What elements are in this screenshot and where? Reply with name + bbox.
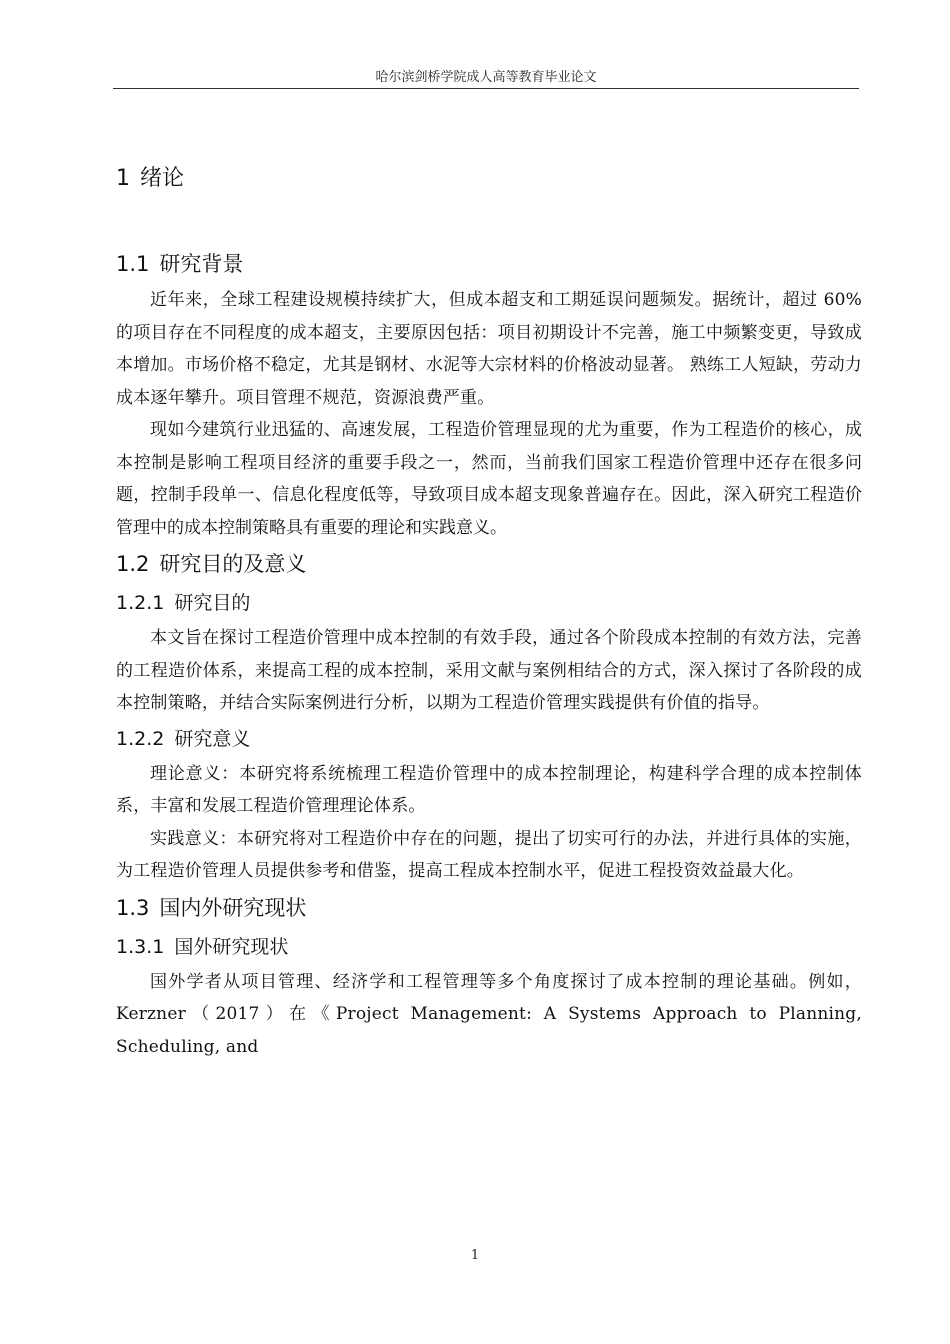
section-title: 研究背景 — [159, 252, 244, 276]
subsection-title: 研究意义 — [174, 727, 251, 750]
section-title: 研究目的及意义 — [159, 552, 307, 576]
subsection-title: 研究目的 — [174, 592, 251, 614]
section-heading-1-1 — [116, 244, 862, 284]
paragraph: 实践意义：本研究将对工程造价中存在的问题，提出了切实可行的办法，并进行具体的实施，为工程造价管理人员提供参考和借鉴，提高工程成本控制水平，促进工程投资效益最大化。 — [116, 828, 862, 881]
section-number: 1.1 — [116, 252, 150, 276]
subsection-heading-1-2-2 — [116, 720, 862, 758]
subsection-title: 国外研究现状 — [174, 935, 289, 958]
chapter-heading — [116, 160, 862, 198]
paragraph: 国外学者从项目管理、经济学和工程管理等多个角度探讨了成本控制的理论基础。例如，Kerzner（2017）在《Project Management: A Systems Approach to Planning, Scheduling, and — [116, 971, 862, 1057]
section-number: 1.3 — [116, 895, 150, 920]
chapter-number: 1 — [116, 166, 130, 191]
section-heading-1-3 — [116, 888, 862, 928]
header-divider — [113, 88, 859, 89]
paragraph: 理论意义：本研究将系统梳理工程造价管理中的成本控制理论，构建科学合理的成本控制体系，丰富和发展工程造价管理理论体系。 — [116, 763, 862, 816]
page-number: 1 — [470, 1248, 480, 1263]
paragraph: 现如今建筑行业迅猛的、高速发展，工程造价管理显现的尤为重要，作为工程造价的核心，成本控制是影响工程项目经济的重要手段之一，然而，当前我们国家工程造价管理中还存在很多问题，控制手段单一、信息化程度低等，导致项目成本超支现象普遍存在。因此，深入研究工程造价管理中的成本控制策略具有重要的理论和实践意义。 — [116, 420, 862, 538]
section-heading-1-2 — [116, 544, 862, 584]
subsection-heading-1-2-1 — [116, 584, 862, 622]
subsection-number: 1.3.1 — [116, 935, 165, 958]
subsection-number: 1.2.1 — [116, 592, 165, 614]
page-body — [116, 160, 862, 1063]
running-header: 哈尔滨剑桥学院成人高等教育毕业论文 — [375, 70, 597, 85]
section-number: 1.2 — [116, 552, 150, 576]
subsection-heading-1-3-1 — [116, 928, 862, 966]
paragraph: 近年来，全球工程建设规模持续扩大，但成本超支和工期延误问题频发。据统计，超过 60%的项目存在不同程度的成本超支，主要原因包括：项目初期设计不完善，施工中频繁变更，导致成本增加。市场价格不稳定，尤其是钢材、水泥等大宗材料的价格波动显著。 熟练工人短缺，劳动力成本逐年攀升。项目管理不规范，资源浪费严重。 — [116, 290, 862, 408]
paragraph: 本文旨在探讨工程造价管理中成本控制的有效手段，通过各个阶段成本控制的有效方法，完善的工程造价体系，来提高工程的成本控制，采用文献与案例相结合的方式，深入探讨了各阶段的成本控制策略，并结合实际案例进行分析，以期为工程造价管理实践提供有价值的指导。 — [116, 628, 862, 713]
chapter-title: 绪论 — [140, 166, 185, 191]
section-title: 国内外研究现状 — [159, 895, 307, 920]
subsection-number: 1.2.2 — [116, 727, 165, 750]
